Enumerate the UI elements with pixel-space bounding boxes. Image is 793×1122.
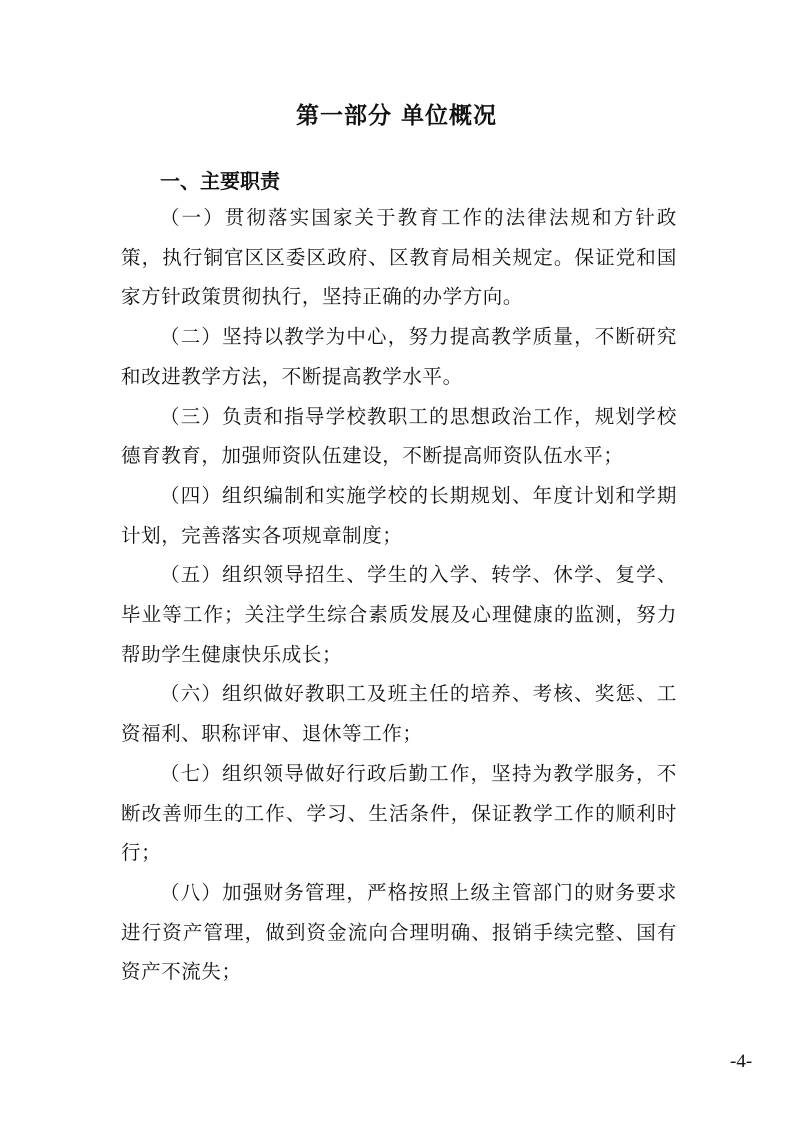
body-text	[121, 198, 677, 992]
paragraph-7: （七）组织领导做好行政后勤工作，坚持为教学服务，不断改善师生的工作、学习、生活条件，保证教学工作的顺利时行；	[121, 761, 677, 865]
paragraph-5: （五）组织领导招生、学生的入学、转学、休学、复学、毕业等工作；关注学生综合素质发展及心理健康的监测，努力帮助学生健康快乐成长；	[121, 563, 677, 666]
page-number: -4-	[730, 1051, 753, 1072]
paragraph-3: （三）负责和指导学校教职工的思想政治工作，规划学校德育教育，加强师资队伍建设，不断提高师资队伍水平；	[121, 404, 677, 468]
page-title: 第一部分 单位概况	[295, 103, 497, 129]
paragraph-4: （四）组织编制和实施学校的长期规划、年度计划和学期计划，完善落实各项规章制度；	[121, 483, 677, 547]
paragraph-8: （八）加强财务管理，严格按照上级主管部门的财务要求进行资产管理，做到资金流向合理明确、报销手续完整、国有资产不流失；	[121, 880, 677, 984]
paragraph-2: （二）坚持以教学为中心，努力提高教学质量，不断研究和改进教学方法，不断提高教学水平。	[121, 325, 677, 388]
paragraph-1: （一）贯彻落实国家关于教育工作的法律法规和方针政策，执行铜官区区委区政府、区教育局相关规定。保证党和国家方针政策贯彻执行，坚持正确的办学方向。	[121, 206, 677, 309]
paragraph-6: （六）组织做好教职工及班主任的培养、考核、奖惩、工资福利、职称评审、退休等工作；	[121, 682, 677, 746]
section-heading: 一、主要职责	[160, 169, 280, 193]
